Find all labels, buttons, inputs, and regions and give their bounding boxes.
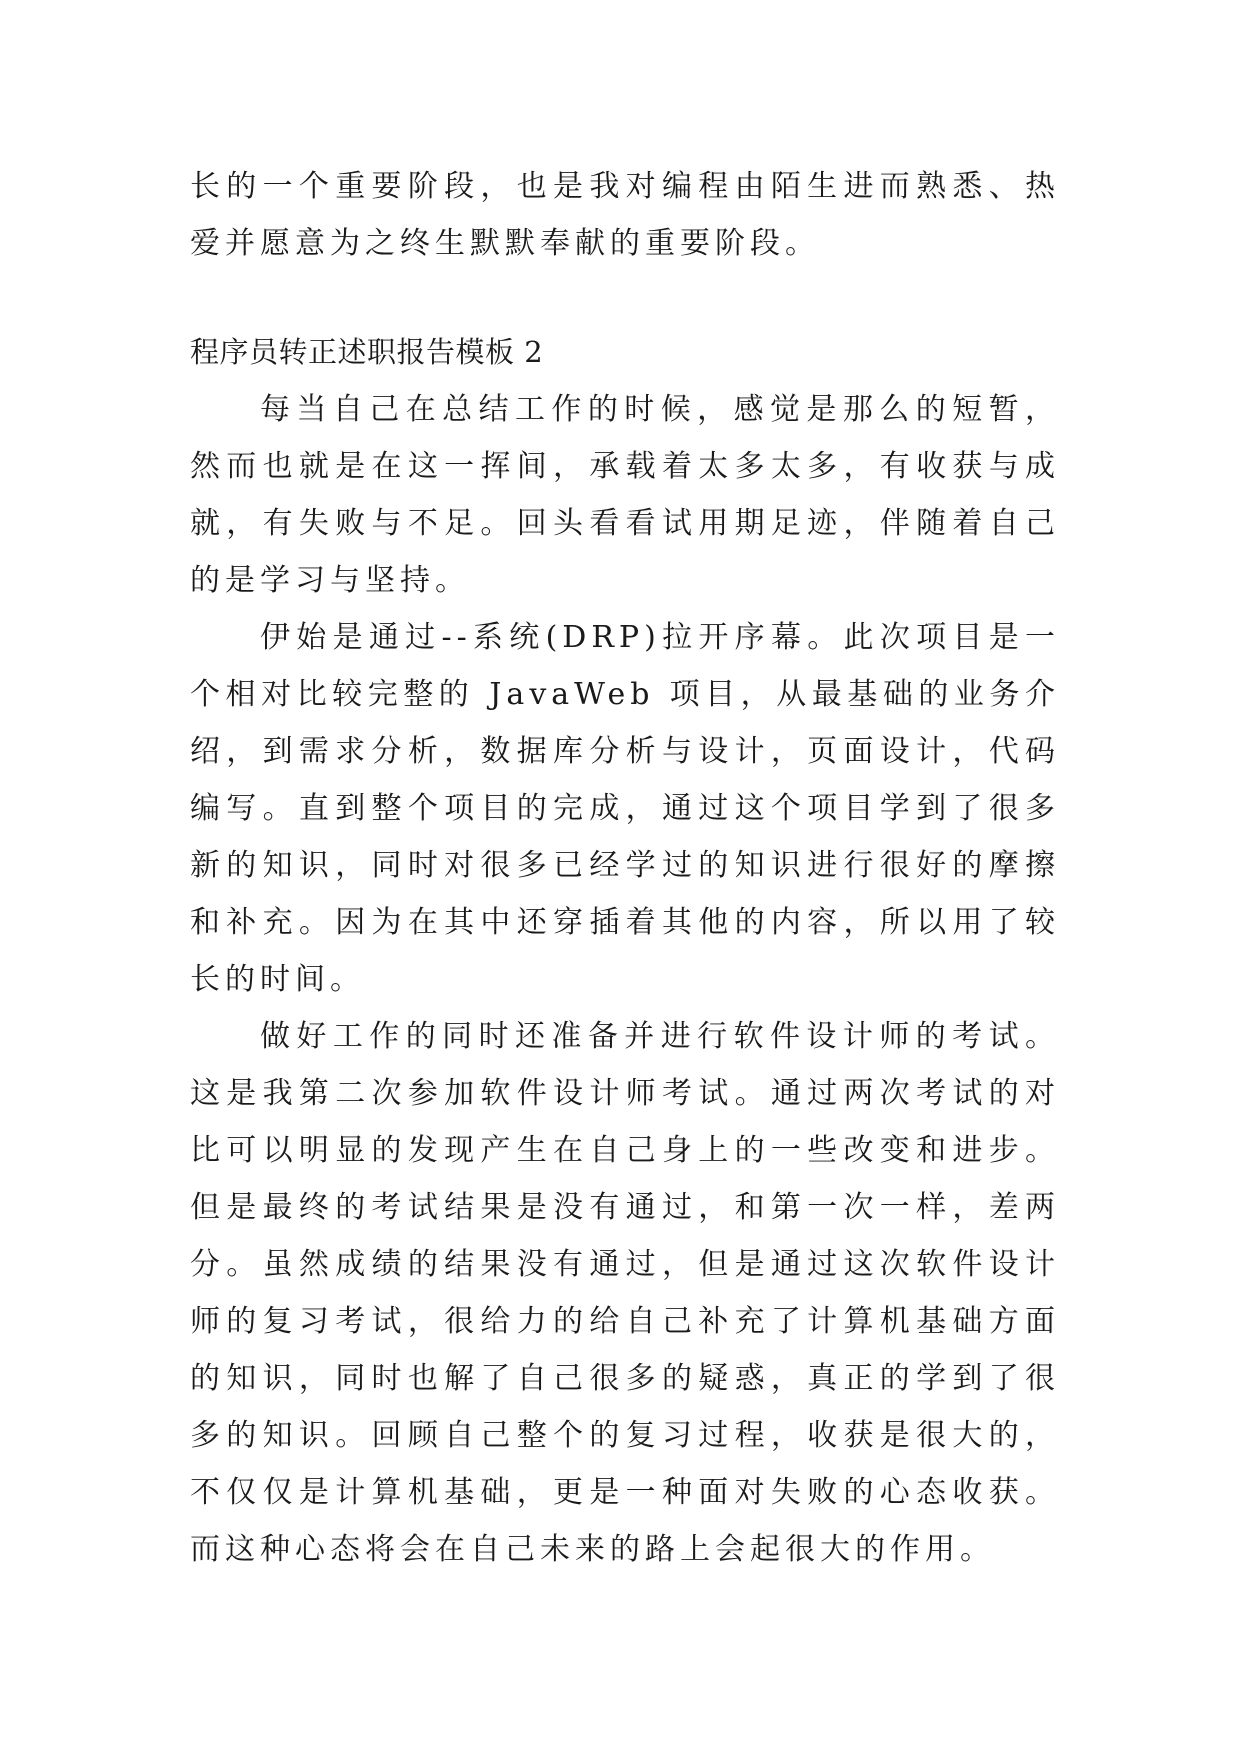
paragraph-exam: 做好工作的同时还准备并进行软件设计师的考试。这是我第二次参加软件设计师考试。通过两次考试的对比可以明显的发现产生在自己身上的一些改变和进步。但是最终的考试结果是没有通过，和第一次一样，差两分。虽然成绩的结果没有通过，但是通过这次软件设计师的复习考试，很给力的给自己补充了计算机基础方面的知识，同时也解了自己很多的疑惑，真正的学到了很多的知识。回顾自己整个的复习过程，收获是很大的，不仅仅是计算机基础，更是一种面对失败的心态收获。而这种心态将会在自己未来的路上会起很大的作用。 [190,1019,1060,1567]
section-heading: 程序员转正述职报告模板 2 [190,335,544,369]
document-body [190,158,1060,1578]
paragraph-project: 伊始是通过--系统(DRP)拉开序幕。此次项目是一个相对比较完整的 JavaWeb 项目，从最基础的业务介绍，到需求分析，数据库分析与设计，页面设计，代码编写。直到整个项目的完成，通过这个项目学到了很多新的知识，同时对很多已经学过的知识进行很好的摩擦和补充。因为在其中还穿插着其他的内容，所以用了较长的时间。 [190,620,1060,997]
paragraph-summary: 每当自己在总结工作的时候，感觉是那么的短暂，然而也就是在这一挥间，承载着太多太多，有收获与成就，有失败与不足。回头看看试用期足迹，伴随着自己的是学习与坚持。 [190,392,1060,598]
paragraph-continuation: 长的一个重要阶段，也是我对编程由陌生进而熟悉、热爱并愿意为之终生默默奉献的重要阶段。 [190,169,1060,261]
